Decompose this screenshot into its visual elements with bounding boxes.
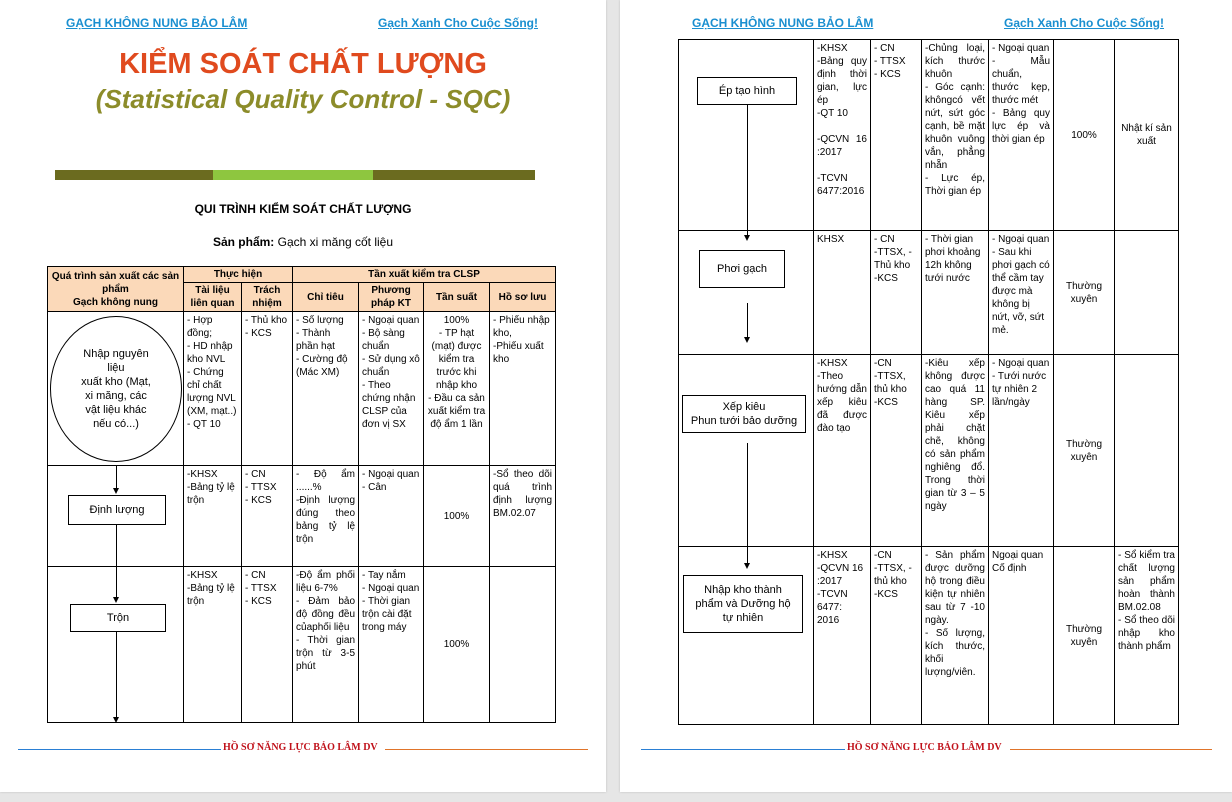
cell-docs: -KHSX -QCVN 16 :2017 -TCVN 6477: 2016 <box>814 547 871 725</box>
cell-criteria: - Sản phẩm được dưỡng hộ trong điều kiện tự nhiên sau từ 7 -10 ngày. - Số lượng, kích thước, khối lượng/viên. <box>922 547 989 725</box>
cell-frequency: 100% - TP hạt (mạt) được kiểm tra trước khi nhập kho - Đầu ca sản xuất kiểm tra độ ẩm 1 lần <box>424 312 490 466</box>
flow-line <box>747 443 748 547</box>
flow-arrow-icon <box>744 235 750 241</box>
table-row <box>48 567 556 723</box>
cell-records: -Sổ theo dõi quá trình định lượng BM.02.07 <box>490 466 556 567</box>
flow-line <box>116 524 117 567</box>
flow-arrow-icon <box>744 337 750 343</box>
process-step-box: Trộn <box>70 604 166 632</box>
process-step-box: Ép tạo hình <box>697 77 797 105</box>
cell-records: Nhật kí sản xuất <box>1115 40 1179 231</box>
cell-resp: - CN -TTSX, -Thủ kho -KCS <box>871 231 922 355</box>
cell-method: - Ngoại quan - Cân <box>359 466 424 567</box>
cell-criteria: - Số lượng - Thành phần hạt - Cường độ (Mác XM) <box>293 312 359 466</box>
cell-records: - Sổ kiểm tra chất lượng sản phẩm hoàn thành BM.02.08 - Sổ theo dõi nhập kho thành phẩm <box>1115 547 1179 725</box>
th-records: Hồ sơ lưu <box>490 283 556 312</box>
table-row <box>48 312 556 466</box>
th-frequency-group: Tần xuất kiểm tra CLSP <box>293 267 556 283</box>
cell-criteria: -Kiêu xếp không được cao quá 11 hàng SP. Kiêu xếp phải chặt chẽ, không có sản phẩm nghiêng đổ. Trong thời gian từ 3 – 5 ngày <box>922 355 989 547</box>
cell-method: - Ngoại quan - Bộ sàng chuẩn - Sử dụng xô chuẩn - Theo chứng nhận CLSP của đơn vị SX <box>359 312 424 466</box>
cell-frequency: 100% <box>1054 40 1115 231</box>
flow-cell <box>48 312 184 466</box>
process-step-oval: Nhập nguyên liệu xuất kho (Mạt, xi măng, các vật liệu khác nếu có...) <box>50 316 182 462</box>
cell-criteria: -Độ ẩm phối liệu 6-7% - Đảm bảo độ đồng đều củaphối liệu - Thời gian trộn từ 3-5 phút <box>293 567 359 723</box>
product-value: Gạch xi măng cốt liệu <box>277 235 394 249</box>
document-page-right <box>620 0 1232 792</box>
flow-arrow-icon <box>744 563 750 569</box>
cell-frequency: Thường xuyên <box>1054 231 1115 355</box>
cell-frequency: 100% <box>424 466 490 567</box>
procedure-title: QUI TRÌNH KIỂM SOÁT CHẤT LƯỢNG <box>194 202 412 216</box>
process-step-box: Định lượng <box>68 495 166 525</box>
footer-line-orange <box>385 749 588 750</box>
flow-line <box>116 466 117 488</box>
flow-cell <box>48 466 184 567</box>
footer-text: HỒ SƠ NĂNG LỰC BẢO LÂM DV <box>223 742 378 753</box>
main-title: KIỂM SOÁT CHẤT LƯỢNG <box>119 48 487 80</box>
title-bar-dark <box>55 170 213 180</box>
flow-cell <box>679 40 814 231</box>
title-bar-light <box>213 170 373 180</box>
th-criteria: Chỉ tiêu <box>293 283 359 312</box>
header-company[interactable]: GẠCH KHÔNG NUNG BẢO LÂM <box>66 16 248 30</box>
cell-docs: -KHSX -Bảng tỷ lệ trộn <box>184 567 242 723</box>
flow-line <box>747 104 748 231</box>
cell-criteria: - Độ ẩm ......% -Định lượng đúng theo bảng tỷ lệ trộn <box>293 466 359 567</box>
footer-line-blue <box>18 749 223 750</box>
document-page-left <box>0 0 606 792</box>
process-step-box: Phơi gạch <box>699 250 785 288</box>
quality-table-right <box>678 39 1179 725</box>
flow-cell <box>679 231 814 355</box>
cell-records <box>1115 355 1179 547</box>
flow-line <box>116 631 117 717</box>
th-process: Quá trình sản xuất các sản phẩm Gạch không nung <box>48 267 184 312</box>
footer-text: HỒ SƠ NĂNG LỰC BẢO LÂM DV <box>847 742 1002 753</box>
process-step-box: Nhập kho thành phẩm và Dưỡng hộ tự nhiên <box>683 575 803 633</box>
table-row <box>679 547 1179 725</box>
cell-resp: -CN -TTSX, -thủ kho -KCS <box>871 547 922 725</box>
th-implementation: Thực hiện <box>184 267 293 283</box>
cell-frequency: 100% <box>424 567 490 723</box>
th-method: Phương pháp KT <box>359 283 424 312</box>
cell-resp: - CN - TTSX - KCS <box>242 466 293 567</box>
table-row <box>48 466 556 567</box>
title-bar-dark-2 <box>373 170 535 180</box>
footer-line-blue <box>641 749 847 750</box>
cell-method: - Ngoại quan - Tưới nước tự nhiên 2 lần/ngày <box>989 355 1054 547</box>
table-row <box>679 40 1179 231</box>
cell-resp: - CN - TTSX - KCS <box>871 40 922 231</box>
cell-docs: - Hợp đồng; - HD nhập kho NVL - Chứng chỉ chất lượng NVL (XM, mạt..) - QT 10 <box>184 312 242 466</box>
cell-resp: - CN - TTSX - KCS <box>242 567 293 723</box>
th-frequency: Tần suất <box>424 283 490 312</box>
header-slogan[interactable]: Gạch Xanh Cho Cuộc Sống! <box>378 16 539 30</box>
cell-records <box>1115 231 1179 355</box>
flow-cell <box>679 547 814 725</box>
cell-method: - Tay nắm - Ngoại quan - Thời gian trộn cài đặt trong máy <box>359 567 424 723</box>
cell-docs: -KHSX -Bảng tỷ lệ trộn <box>184 466 242 567</box>
cell-records: - Phiếu nhập kho, -Phiếu xuất kho <box>490 312 556 466</box>
cell-records <box>490 567 556 723</box>
th-documents: Tài liệu liên quan <box>184 283 242 312</box>
cell-docs: -KHSX -Bảng quy định thời gian, lực ép -QT 10 -QCVN 16 :2017 -TCVN 6477:2016 <box>814 40 871 231</box>
flow-cell <box>679 355 814 547</box>
process-step-box: Xếp kiêu Phun tưới bảo dưỡng <box>682 395 806 433</box>
header-slogan[interactable]: Gạch Xanh Cho Cuộc Sống! <box>1004 16 1165 30</box>
flow-cell <box>48 567 184 723</box>
cell-method: - Ngoại quan - Mẫu chuẩn, thước kẹp, thước mét - Bảng quy lực ép và thời gian ép <box>989 40 1054 231</box>
cell-method: Ngoại quan Cố định <box>989 547 1054 725</box>
table-row <box>679 355 1179 547</box>
flow-line <box>747 547 748 563</box>
sub-title: (Statistical Quality Control - SQC) <box>95 84 511 114</box>
quality-table-left <box>47 266 556 723</box>
product-line <box>0 235 606 249</box>
cell-method: - Ngoại quan - Sau khi phơi gạch có thể cầm tay được mà không bị nứt, vỡ, sứt mẻ. <box>989 231 1054 355</box>
cell-frequency: Thường xuyên <box>1054 355 1115 547</box>
table-row <box>679 231 1179 355</box>
footer-line-orange <box>1010 749 1212 750</box>
flow-arrow-icon <box>113 488 119 494</box>
header-company[interactable]: GẠCH KHÔNG NUNG BẢO LÂM <box>692 16 874 30</box>
flow-arrow-icon <box>113 717 119 723</box>
cell-docs: KHSX <box>814 231 871 355</box>
cell-resp: - Thủ kho - KCS <box>242 312 293 466</box>
flow-arrow-icon <box>113 597 119 603</box>
cell-docs: -KHSX -Theo hướng dẫn xếp kiêu đã được đào tạo <box>814 355 871 547</box>
flow-line <box>116 567 117 597</box>
cell-criteria: -Chủng loại, kích thước khuôn - Góc cạnh: khôngcó vết nứt, sứt góc cạnh, bề mặt khuôn vuông vắn, phẳng nhẵn - Lực ép, Thời gian ép <box>922 40 989 231</box>
cell-criteria: - Thời gian phơi khoảng 12h không tưới nước <box>922 231 989 355</box>
cell-resp: -CN -TTSX, thủ kho -KCS <box>871 355 922 547</box>
product-label: Sản phẩm: <box>212 235 275 249</box>
th-responsibility: Trách nhiệm <box>242 283 293 312</box>
cell-frequency: Thường xuyên <box>1054 547 1115 725</box>
flow-line <box>747 303 748 337</box>
